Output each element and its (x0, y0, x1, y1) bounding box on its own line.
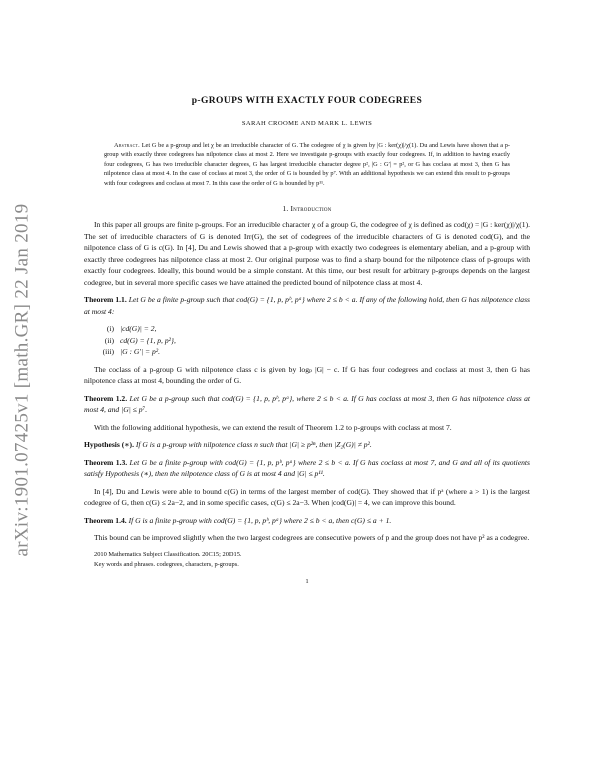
theorem-1-4-text: If G is a finite p-group with cod(G) = {1, p, pᵇ, pᵃ} where 2 ≤ b < a, then c(G) ≤ a + 1. (128, 515, 392, 525)
theorem-1-1-text: Let G be a finite p-group such that cod(G) = {1, p, pᵇ, pᵃ} where 2 ≤ b < a. If any of the following hold, then G has nilpotence class at most 4: (84, 295, 530, 316)
condition-item (84, 323, 530, 334)
intro-paragraph-3: With the following additional hypothesis, we can extend the result of Theorem 1.2 to p-groups with coclass at most 7. (94, 422, 452, 432)
condition-label: (iii) (102, 347, 114, 357)
condition-label: (i) (106, 324, 114, 334)
arxiv-stamp (2, 170, 42, 590)
theorem-1-1-conditions (84, 323, 530, 357)
theorem-1-3-label: Theorem 1.3. (84, 457, 128, 467)
abstract (104, 141, 510, 188)
theorem-1-4-label: Theorem 1.4. (84, 515, 127, 525)
intro-paragraph-1: In this paper all groups are finite p-groups. For an irreducible character χ of a group G, the codegree of χ is defined as cod(χ) = |G : ker(χ)|/χ(1). The set of irreducible characters of G is denoted Irr(G), the set of codegrees of the irreducible characters of G is denoted cod(G), and the nilpotence class of G is c(G). In [4], Du and Lewis showed that a p-group with exactly two codegrees is elementary abelian, and a p-group with exactly three codegrees has nilpotence class at most 2. Our original purpose was to find a sharp bound for the nilpotence class of p-groups with exactly four codegrees. Ideally, this bound would be a simple constant. At this time, our best result for arbitrary p-groups depends on the largest codegree, but in several more specific cases we have attained the predicted bound of nilpotence class at most 4. (84, 220, 530, 287)
intro-paragraph-4: In [4], Du and Lewis were able to bound c(G) in terms of the largest member of cod(G). They showed that if pᵃ (where a > 1) is the largest codegree of G, then c(G) ≤ 2a−2, and in some specific cases, c(G) ≤ 2a−3. When |cod(G)| = 4, we can improve this bound. (84, 486, 530, 508)
section-heading: 1. Introduction (282, 204, 332, 214)
intro-paragraph-2: The coclass of a p-group G with nilpotence class c is given by logₚ |G| − c. If G has four codegrees and coclass at most 3, then G has nilpotence class at most 4, bounding the order of G. (84, 364, 530, 386)
intro-paragraph-5: This bound can be improved slightly when the two largest codegrees are consecutive powers of p and the group does not have p² as a codegree. (94, 533, 530, 543)
condition-label: (ii) (104, 335, 114, 345)
keywords-footnote: Key words and phrases. codegrees, characters, p-groups. (94, 560, 239, 568)
arxiv-stamp-text: arXiv:1901.07425v1 [math.GR] 22 Jan 2019 (11, 203, 32, 557)
theorem-1-3-text: Let G be a finite p-group with cod(G) = {1, p, pᵇ, pᵃ} where 2 ≤ b < a. If G has coclass at most 7, and G and all of its quotients satisfy Hypothesis (∗), then the nilpotence class of G is at most 4 and |G| ≤ p¹¹. (84, 457, 530, 479)
theorem-1-4 (84, 515, 530, 527)
condition-item (84, 346, 530, 357)
hypothesis-label: Hypothesis (∗). (84, 440, 134, 450)
paper-page (84, 96, 530, 585)
footnotes (84, 550, 530, 570)
condition-text: |G : G′| = p². (120, 347, 161, 357)
condition-text: |cd(G)| = 2, (120, 324, 157, 334)
abstract-label: Abstract. (114, 142, 140, 149)
page-number: 1 (305, 577, 309, 585)
paper-title: p-GROUPS WITH EXACTLY FOUR CODEGREES (191, 96, 423, 106)
theorem-1-2-label: Theorem 1.2. (84, 393, 128, 403)
hypothesis-text: If G is a p-group with nilpotence class n such that |G| ≥ p²ⁿ, then |Z₂(G)| ≠ p². (135, 440, 372, 450)
theorem-1-3 (84, 457, 530, 480)
abstract-text: Let G be a p-group and let χ be an irreducible character of G. The codegree of χ is given by |G : ker(χ)|/χ(1). Du and Lewis have shown that a p-group with exactly three codegrees has nilpotence class at most 2. Here we investigate p-groups with exactly four codegrees. If, in addition to having exactly four codegrees, G has two irreducible character degrees, G has largest irreducible character degree p², |G : G′| = p², or G has coclass at most 3, then G has nilpotence class at most 4. In the case of coclass at most 3, the order of G is bounded by p⁷. With an additional hypothesis we can extend this result to p-groups with four codegrees and coclass at most 7. In this case the order of G is bounded by p¹¹. (104, 142, 510, 187)
theorem-1-1-label: Theorem 1.1. (84, 295, 127, 305)
theorem-1-2 (84, 393, 530, 416)
theorem-1-1 (84, 294, 530, 317)
condition-item (84, 335, 530, 346)
theorem-1-2-text: Let G be a p-group such that cod(G) = {1, p, pᵇ, pᵃ}, where 2 ≤ b < a. If G has coclass at most 3, then G has nilpotence class at most 4, and |G| ≤ p⁷. (84, 393, 530, 415)
msc-footnote: 2010 Mathematics Subject Classification. 20C15; 20D15. (94, 550, 242, 558)
condition-text: cd(G) = {1, p, p²}, (120, 335, 176, 345)
paper-authors: SARAH CROOME AND MARK L. LEWIS (241, 120, 373, 127)
hypothesis (84, 439, 530, 451)
